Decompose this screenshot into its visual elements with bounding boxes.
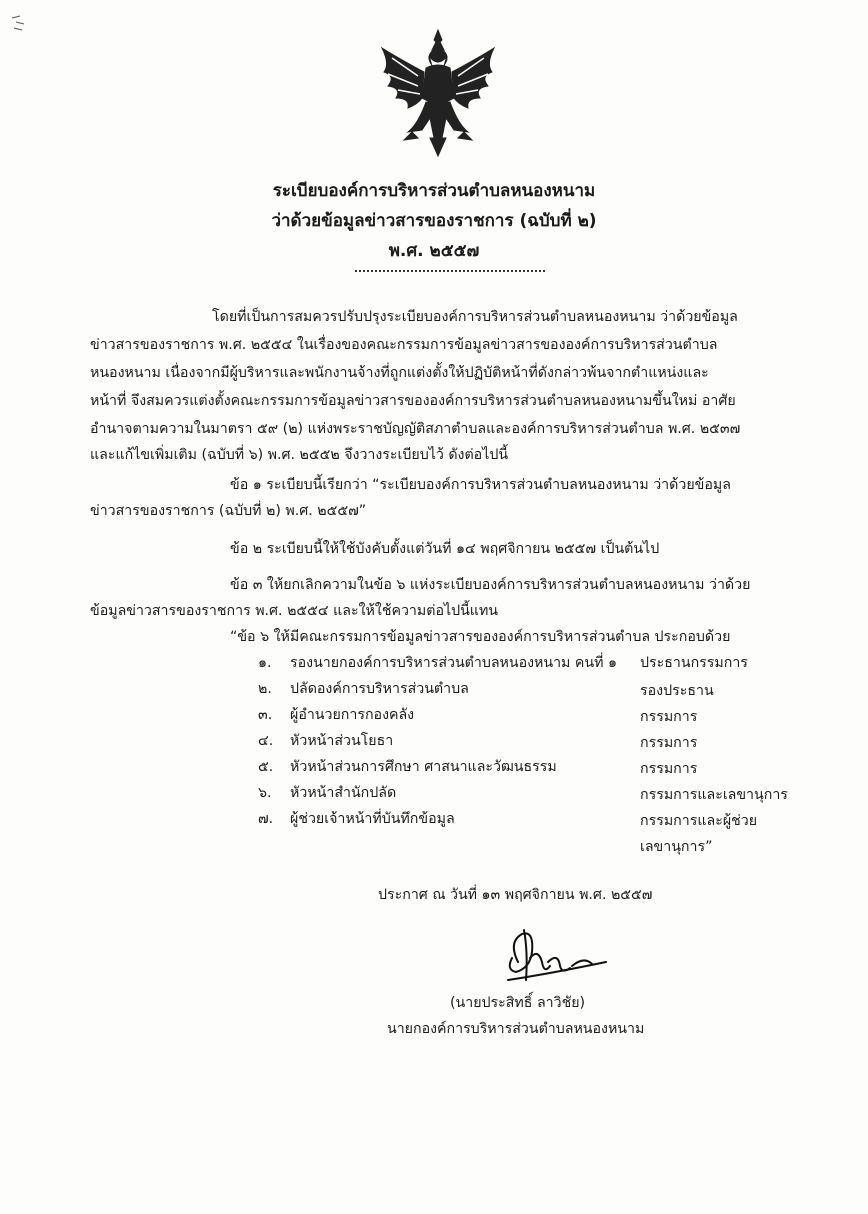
- committee-member-role-continued: เลขานุการ”: [640, 839, 713, 855]
- committee-number: ๕.: [258, 759, 274, 775]
- announcement-date: ประกาศ ณ วันที่ ๑๓ พฤศจิกายน พ.ศ. ๒๕๕๗: [378, 887, 653, 903]
- scan-mark-icon: [10, 12, 38, 34]
- garuda-emblem-icon: [378, 28, 498, 158]
- preamble-line: ข่าวสารของราชการ พ.ศ. ๒๕๕๔ ในเรื่องของคณะกรรมการข้อมูลข่าวสารขององค์การบริหารส่วนตำบล: [90, 337, 718, 353]
- clause-1-line: ข้อ ๑ ระเบียบนี้เรียกว่า “ระเบียบองค์การบริหารส่วนตำบลหนองหนาม ว่าด้วยข้อมูล: [230, 477, 731, 493]
- clause-2-text: ข้อ ๒ ระเบียบนี้ให้ใช้บังคับตั้งแต่วันที่ ๑๔ พฤศจิกายน ๒๕๕๗ เป็นต้นไป: [230, 541, 660, 557]
- signatory-position: นายกองค์การบริหารส่วนตำบลหนองหนาม: [387, 1021, 645, 1037]
- preamble-line: หน้าที่ จึงสมควรแต่งตั้งคณะกรรมการข้อมูลข่าวสารขององค์การบริหารส่วนตำบลหนองหนามขึ้นใหม่ อาศัย: [90, 393, 736, 409]
- committee-member-name: หัวหน้าสำนักปลัด: [290, 785, 397, 801]
- clause-3-line: “ข้อ ๖ ให้มีคณะกรรมการข้อมูลข่าวสารขององค์การบริหารส่วนตำบล ประกอบด้วย: [230, 629, 731, 645]
- preamble-line: หนองหนาม เนื่องจากมีผู้บริหารและพนักงานจ้างที่ถูกแต่งตั้งให้ปฏิบัติหน้าที่ดังกล่าวพ้นจากตำแหน่งและ: [90, 365, 709, 381]
- title-divider: [355, 270, 545, 272]
- handwritten-signature: [488, 922, 618, 1002]
- committee-member-role: ประธานกรรมการ: [640, 655, 748, 671]
- document-title-line-2: ว่าด้วยข้อมูลข่าวสารของราชการ (ฉบับที่ ๒): [271, 211, 597, 231]
- committee-member-role: รองประธาน: [640, 683, 714, 699]
- committee-member-name: หัวหน้าส่วนการศึกษา ศาสนาและวัฒนธรรม: [290, 759, 557, 775]
- clause-1-line: ข่าวสารของราชการ (ฉบับที่ ๒) พ.ศ. ๒๕๕๗”: [90, 503, 367, 519]
- committee-member-name: ปลัดองค์การบริหารส่วนตำบล: [290, 681, 469, 697]
- document-title-line-1: ระเบียบองค์การบริหารส่วนตำบลหนองหนาม: [272, 181, 596, 201]
- committee-member-name: รองนายกองค์การบริหารส่วนตำบลหนองหนาม คนที่ ๑: [290, 655, 617, 671]
- committee-member-name: ผู้อำนวยการกองคลัง: [290, 707, 415, 723]
- committee-number: ๗.: [258, 811, 274, 827]
- committee-number: ๔.: [258, 733, 274, 749]
- document-title-year: พ.ศ. ๒๕๕๗: [388, 241, 480, 261]
- committee-member-name: ผู้ช่วยเจ้าหน้าที่บันทึกข้อมูล: [290, 811, 455, 827]
- committee-member-role: กรรมการ: [640, 761, 698, 777]
- preamble-line: โดยที่เป็นการสมควรปรับปรุงระเบียบองค์การบริหารส่วนตำบลหนองหนาม ว่าด้วยข้อมูล: [212, 309, 738, 325]
- preamble-line: อำนาจตามความในมาตรา ๕๙ (๒) แห่งพระราชบัญญัติสภาตำบลและองค์การบริหารส่วนตำบล พ.ศ. ๒๕๓๗: [90, 421, 741, 437]
- committee-number: ๓.: [258, 707, 273, 723]
- preamble-line: และแก้ไขเพิ่มเติม (ฉบับที่ ๖) พ.ศ. ๒๕๕๒ จึงวางระเบียบไว้ ดังต่อไปนี้: [90, 447, 509, 463]
- committee-number: ๑.: [258, 655, 272, 671]
- committee-number: ๒.: [258, 681, 272, 697]
- committee-member-role: กรรมการและผู้ช่วย: [640, 813, 758, 829]
- committee-member-role: กรรมการและเลขานุการ: [640, 787, 788, 803]
- clause-3-line: ข้อ ๓ ให้ยกเลิกความในข้อ ๖ แห่งระเบียบองค์การบริหารส่วนตำบลหนองหนาม ว่าด้วย: [230, 577, 751, 593]
- clause-3-line: ข้อมูลข่าวสารของราชการ พ.ศ. ๒๕๕๔ และให้ใช้ความต่อไปนี้แทน: [90, 603, 498, 619]
- committee-member-name: หัวหน้าส่วนโยธา: [290, 733, 394, 749]
- committee-member-role: กรรมการ: [640, 735, 698, 751]
- committee-member-role: กรรมการ: [640, 709, 698, 725]
- committee-number: ๖.: [258, 785, 272, 801]
- signatory-name: (นายประสิทธิ์ ลาวิชัย): [450, 995, 586, 1011]
